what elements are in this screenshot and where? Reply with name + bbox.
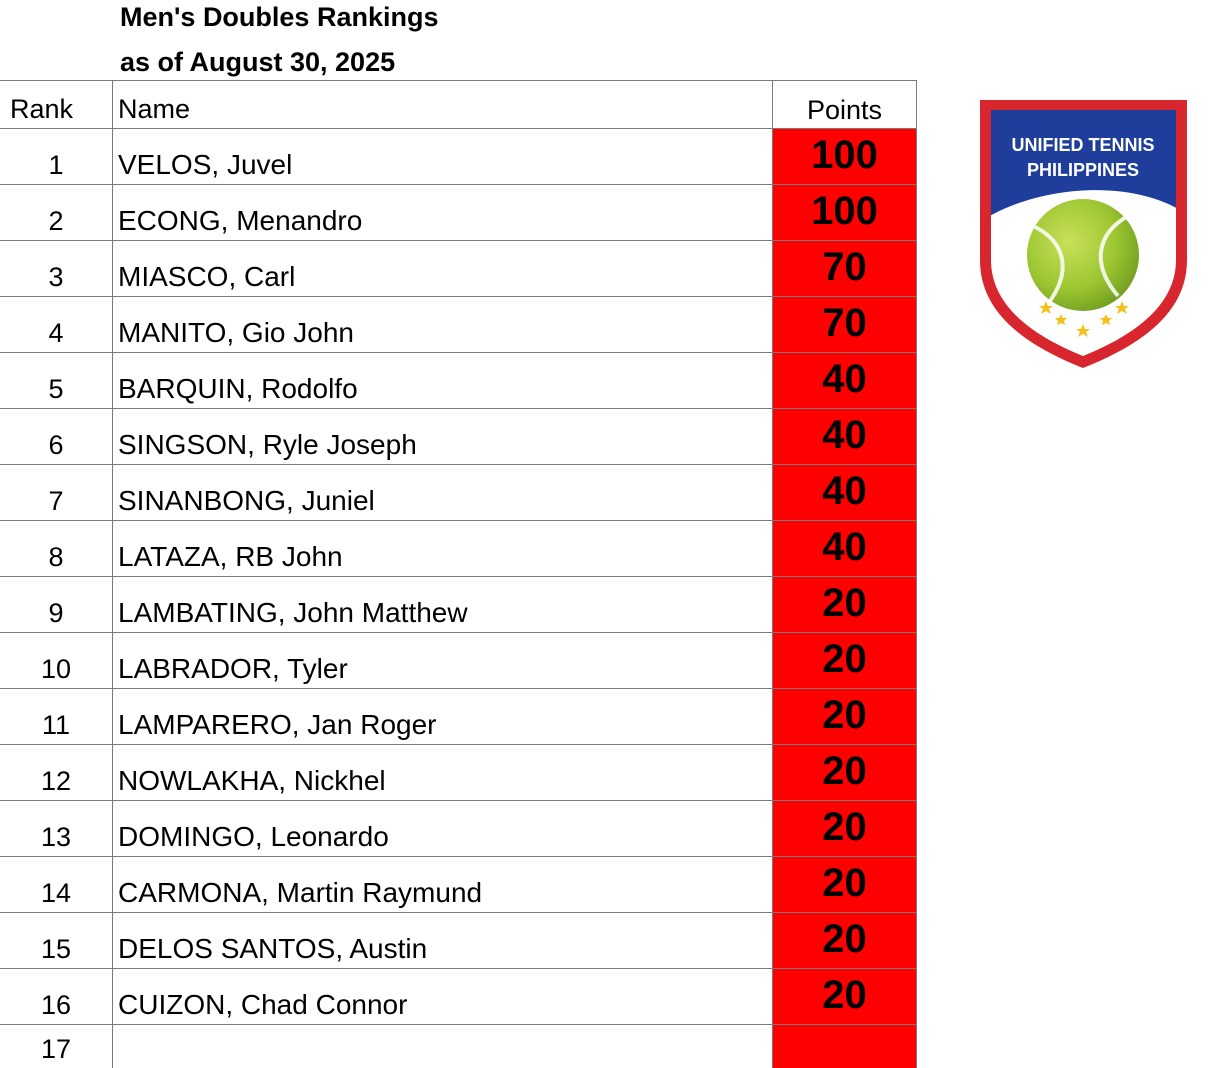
table-row (0, 913, 917, 969)
points-cell: 20 (773, 801, 917, 857)
points-cell: 20 (773, 913, 917, 969)
points-cell: 100 (773, 129, 917, 185)
unified-tennis-philippines-logo (978, 98, 1189, 370)
rank-cell: 7 (0, 465, 113, 521)
rank-cell: 10 (0, 633, 113, 689)
player-name-cell: NOWLAKHA, Nickhel (113, 745, 773, 801)
rankings-table (0, 80, 917, 1068)
player-name-cell: BARQUIN, Rodolfo (113, 353, 773, 409)
points-cell: 20 (773, 689, 917, 745)
player-name-cell: SINANBONG, Juniel (113, 465, 773, 521)
rank-cell: 16 (0, 969, 113, 1025)
table-row (0, 409, 917, 465)
rank-cell: 13 (0, 801, 113, 857)
player-name-cell: CARMONA, Martin Raymund (113, 857, 773, 913)
table-header-row (0, 81, 917, 129)
points-cell: 20 (773, 577, 917, 633)
points-cell: 20 (773, 857, 917, 913)
table-row (0, 1025, 917, 1068)
rank-cell: 8 (0, 521, 113, 577)
player-name-cell: DOMINGO, Leonardo (113, 801, 773, 857)
table-row (0, 689, 917, 745)
table-row (0, 353, 917, 409)
rank-cell: 4 (0, 297, 113, 353)
rank-cell: 14 (0, 857, 113, 913)
rank-cell: 11 (0, 689, 113, 745)
table-row (0, 633, 917, 689)
points-cell: 100 (773, 185, 917, 241)
table-row (0, 297, 917, 353)
table-row (0, 577, 917, 633)
player-name-cell: LAMBATING, John Matthew (113, 577, 773, 633)
tennis-ball-icon (1027, 199, 1139, 311)
player-name-cell: VELOS, Juvel (113, 129, 773, 185)
rank-cell: 6 (0, 409, 113, 465)
rank-cell: 15 (0, 913, 113, 969)
rankings-table-body (0, 81, 917, 1068)
rank-cell: 1 (0, 129, 113, 185)
rank-cell: 9 (0, 577, 113, 633)
points-cell: 40 (773, 353, 917, 409)
rank-cell: 2 (0, 185, 113, 241)
logo-text-line2: PHILIPPINES (1027, 160, 1139, 180)
player-name-cell: MANITO, Gio John (113, 297, 773, 353)
rank-cell: 17 (0, 1025, 113, 1068)
player-name-cell: DELOS SANTOS, Austin (113, 913, 773, 969)
table-row (0, 801, 917, 857)
points-cell: 20 (773, 969, 917, 1025)
table-row (0, 745, 917, 801)
player-name-cell: LABRADOR, Tyler (113, 633, 773, 689)
table-row (0, 129, 917, 185)
points-cell: 40 (773, 465, 917, 521)
points-cell: 70 (773, 297, 917, 353)
rank-cell: 12 (0, 745, 113, 801)
points-cell: 40 (773, 409, 917, 465)
column-header-name: Name (113, 81, 773, 129)
points-cell: 40 (773, 521, 917, 577)
player-name-cell: ECONG, Menandro (113, 185, 773, 241)
points-cell (773, 1025, 917, 1068)
table-row (0, 185, 917, 241)
rank-cell: 5 (0, 353, 113, 409)
table-row (0, 521, 917, 577)
column-header-rank: Rank (0, 81, 113, 129)
page-subtitle: as of August 30, 2025 (120, 46, 395, 78)
table-row (0, 857, 917, 913)
table-row (0, 241, 917, 297)
player-name-cell: LAMPARERO, Jan Roger (113, 689, 773, 745)
points-cell: 70 (773, 241, 917, 297)
logo-text-line1: UNIFIED TENNIS (1011, 135, 1154, 155)
player-name-cell: SINGSON, Ryle Joseph (113, 409, 773, 465)
player-name-cell: LATAZA, RB John (113, 521, 773, 577)
page-title: Men's Doubles Rankings (120, 1, 438, 33)
table-row (0, 465, 917, 521)
table-row (0, 969, 917, 1025)
player-name-cell: CUIZON, Chad Connor (113, 969, 773, 1025)
points-cell: 20 (773, 745, 917, 801)
rank-cell: 3 (0, 241, 113, 297)
column-header-points: Points (773, 81, 917, 129)
points-cell: 20 (773, 633, 917, 689)
player-name-cell: MIASCO, Carl (113, 241, 773, 297)
player-name-cell (113, 1025, 773, 1068)
